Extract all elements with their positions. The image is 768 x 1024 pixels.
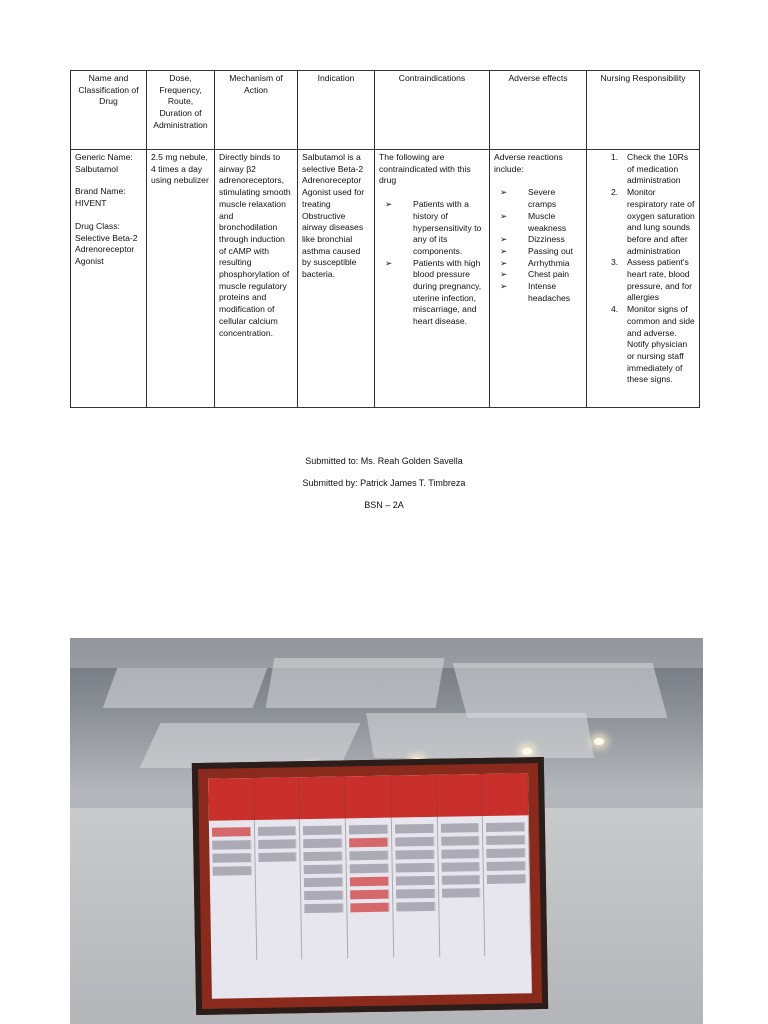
drug-study-table [70,70,700,408]
arrow-bullet-icon: ➢ [500,234,508,245]
header-nursing: Nursing Responsibility [587,71,700,150]
list-item: ➢ Passing out [500,245,573,256]
header-contraindications: Contraindications [375,71,490,150]
list-item: ➢ Arrhythmia [500,257,570,268]
arrow-bullet-icon: ➢ [385,257,393,268]
list-item: ➢ Intense headaches [500,281,571,303]
submitted-to: Submitted to: Ms. Reah Golden Savella [305,456,463,466]
contra-intro: The following are contraindicated with this drug [379,152,471,186]
table-header-row [71,71,700,150]
cell-name [71,150,147,408]
header-dose: Dose, Frequency, Route, Duration of Administration [147,71,215,150]
generic-name: Generic Name: Salbutamol [75,152,133,174]
list-item: 1. Check the 10Rs of medication administration [611,152,689,186]
list-item: ➢ Patients with high blood pressure during pregnancy, uterine infection, miscarriage, and heart disease. [385,257,482,327]
arrow-bullet-icon: ➢ [500,187,508,198]
arrow-bullet-icon: ➢ [500,281,508,292]
adverse-intro: Adverse reactions include: [494,152,563,174]
drug-class: Drug Class: Selective Beta-2 Adrenoreceptor Agonist [75,220,138,266]
cell-dose: 2.5 mg nebule, 4 times a day using nebulizer [147,150,215,408]
arrow-bullet-icon: ➢ [500,269,508,280]
list-item: 2. Monitor respiratory rate of oxygen saturation and lung sounds before and after administration [611,187,695,256]
cell-adverse [490,150,587,408]
list-item: ➢ Severe cramps [500,187,557,210]
header-name: Name and Classification of Drug [71,71,147,150]
arrow-bullet-icon: ➢ [500,245,508,256]
cell-contraindications [375,150,490,408]
list-item: ➢ Dizziness [500,234,565,245]
header-adverse: Adverse effects [490,71,587,150]
brand-name: Brand Name: HIVENT [75,186,126,209]
arrow-bullet-icon: ➢ [385,199,393,210]
header-indication: Indication [298,71,375,150]
header-mechanism: Mechanism of Action [215,71,298,150]
list-item: ➢ Muscle weakness [500,210,567,233]
cell-mechanism: Directly binds to airway β2 adrenoreceptors, stimulating smooth muscle relaxation and bronchodilation through induction of cAMP with resulting phosphorylation of muscle regulatory proteins and modification of cellular calcium concentration. [215,150,298,408]
table-row [71,150,700,408]
arrow-bullet-icon: ➢ [500,210,508,221]
section-label: BSN – 2A [364,500,404,510]
list-item: ➢ Patients with a history of hypersensitivity to any of its components. [385,199,482,256]
arrow-bullet-icon: ➢ [500,257,508,268]
projector-screen [192,757,548,1015]
list-item: 3. Assess patient's heart rate, blood pressure, and for allergies [611,257,692,303]
classroom-photo [70,638,703,1024]
list-item: ➢ Chest pain [500,269,570,280]
cell-nursing [587,150,700,408]
submitted-by: Submitted by: Patrick James T. Timbreza [302,478,466,488]
cell-indication: Salbutamol is a selective Beta-2 Adrenoreceptor Agonist used for treating Obstructive airway diseases like bronchial asthma caused by susceptible bacteria. [298,150,375,408]
list-item: 4. Monitor signs of common and side and adverse. Notify physician or nursing staff immediately of these signs. [611,304,695,385]
